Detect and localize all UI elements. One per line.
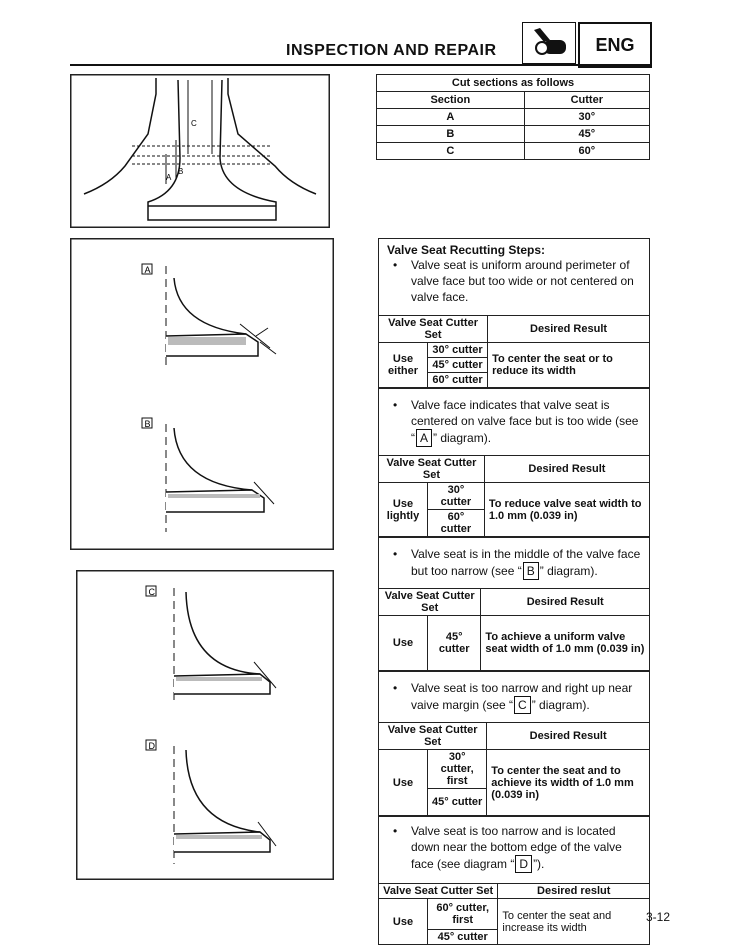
- recutting-steps: Valve Seat Recutting Steps: • Valve seat is uniform around perimeter of valve face but too wide or not centered on valve face. Valve Seat Cutter Set Desired Result Use either 30° cutter To center the seat or to reduce its width 45° cutter 60° cutter • Valve face indicates that valve seat is centered on valve face but is too wide (see “ A ” diagram). Valve Seat Cutter Set Desired Result Use lightly 30° cutter To reduce valve seat width to 1.0 mm (0.039 in) 60° cutter • Valve seat is in the middle of the valve face but too narrow (see “ B ” diagram). Valve Seat Cutter Set Desired Result Use 45° cutter To achieve a uniform valve seat width of 1.0 mm (0.039 in) • Valve seat is too narrow and right up near vaive margin (see “ C ” diagram). Valve Seat Cutter Set Desired Result Use 30° cutter, first To center the seat and to achieve its width of 1.0 mm (0.039 in) 45° cutter • Valve seat is too narrow and is located down near the bottom edge of the valve face (see diagram “ D ”). Valve Seat Cutter Set Desired reslut Use 60° cutter, first To center the seat and increase its width 45° cutter: [378, 238, 650, 945]
- figure-d-label: D: [148, 741, 155, 751]
- steps-title: Valve Seat Recutting Steps:: [387, 243, 546, 257]
- cut-sections-table: [376, 74, 650, 160]
- engine-valve-icon: [522, 22, 576, 64]
- step-text: Valve seat is uniform around perimeter of valve face but too wide or not centered on valve face.: [411, 258, 634, 304]
- diagram-frame-ab: [70, 238, 334, 550]
- cut-table-caption: Cut sections as follows: [377, 75, 650, 92]
- cutter-table-5: Valve Seat Cutter Set Desired reslut Use 60° cutter, first To center the seat and increase its width 45° cutter: [378, 883, 650, 945]
- table-row: C 60°: [377, 143, 650, 160]
- header-rule: [70, 64, 650, 66]
- cutter-table-4: Valve Seat Cutter Set Desired Result Use 30° cutter, first To center the seat and to achieve its width of 1.0 mm (0.039 in) 45° cutter: [378, 722, 650, 816]
- section-a-label: A: [166, 173, 172, 182]
- page-title: INSPECTION AND REPAIR: [286, 42, 497, 59]
- figure-c-label: C: [148, 587, 155, 597]
- section-b-label: B: [178, 167, 184, 176]
- section-badge: ENG: [578, 22, 652, 68]
- col-cutter: Cutter: [524, 92, 649, 109]
- cutter-table-2: Valve Seat Cutter Set Desired Result Use lightly 30° cutter To reduce valve seat width to 1.0 mm (0.039 in) 60° cutter: [378, 455, 650, 537]
- table-row: B 45°: [377, 126, 650, 143]
- diagram-frame-cd: [76, 570, 334, 880]
- table-row: A 30°: [377, 109, 650, 126]
- col-section: Section: [377, 92, 525, 109]
- page-number: 3-12: [646, 910, 671, 924]
- cutter-table-3: Valve Seat Cutter Set Desired Result Use 45° cutter To achieve a uniform valve seat width of 1.0 mm (0.039 in): [378, 588, 650, 671]
- figure-a-label: A: [144, 265, 151, 275]
- section-c-label: C: [191, 119, 197, 128]
- valve-seat-section-diagram: [70, 74, 330, 228]
- cutter-table-1: Valve Seat Cutter Set Desired Result Use either 30° cutter To center the seat or to reduce its width 45° cutter 60° cutter: [378, 315, 650, 388]
- figure-b-label: B: [144, 419, 151, 429]
